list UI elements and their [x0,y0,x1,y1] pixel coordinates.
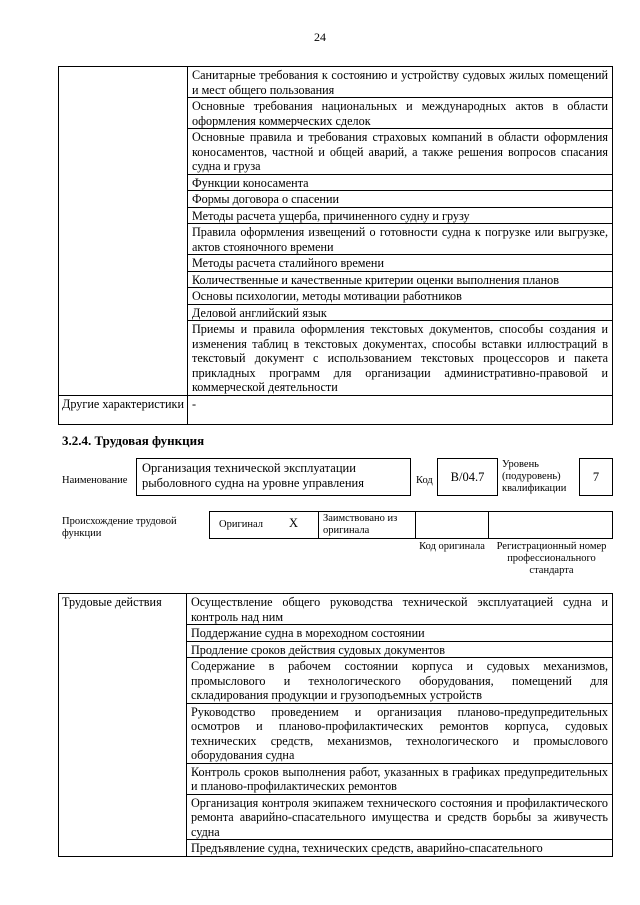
origin-label: Происхождение трудовой функции [62,516,177,539]
list-item: Санитарные требования к состоянию и устройству судовых жилых помещений и мест общего пользования [188,67,612,98]
list-item: Функции коносамента [188,175,612,192]
divider [488,511,489,539]
level-value: 7 [579,458,613,496]
row-label: Трудовые действия [59,594,187,857]
original-mark: X [289,516,299,530]
list-item: Основные правила и требования страховых компаний в области оформления коносаментов, частной и общей аварий, а также решения вопросов спасания судна и груза [188,129,612,175]
list-item: Основные требования национальных и международных актов в области оформления коммерческих сделок [188,98,612,129]
section-heading: 3.2.4. Трудовая функция [62,433,205,448]
code-label: Код [416,475,433,486]
list-item: Осуществление общего руководства технической эксплуатацией судна и контроль над ним [187,594,612,625]
list-item: Руководство проведением и организация планово-предупредительных осмотров и планово-профилактических ремонтов корпуса, судовых технических средств, механизмов, технологического и промыслового оборудования судна [187,704,612,764]
list-item: Продление сроков действия судовых документов [187,642,612,659]
page-number: 24 [314,30,326,44]
level-label: Уровень (подуровень) квалификации [502,459,567,494]
list-item: Контроль сроков выполнения работ, указанных в графиках предупредительных и планово-профилактических ремонтов [187,764,612,795]
list-item: Формы договора о спасении [188,191,612,208]
origin-code-caption: Код оригинала [419,541,485,552]
knowledge-table [58,66,613,425]
actions-table [58,593,613,857]
list-item: Правила оформления извещений о готовности судна к погрузке или выгрузке, актов стояночного времени [188,224,612,255]
table-row [59,395,613,424]
original-label: Оригинал [219,519,263,530]
divider [318,511,319,539]
list-item: Деловой английский язык [188,305,612,322]
list-item: Методы расчета ущерба, причиненного судну и грузу [188,208,612,225]
list-item: Содержание в рабочем состоянии корпуса и судовых механизмов, промыслового и технологического оборудования, помещений для складирования продукции и грузоподъемных устройств [187,658,612,704]
table-row [59,594,613,857]
name-value: Организация технической эксплуатации рыболовного судна на уровне управления [136,458,411,496]
divider [415,511,416,539]
name-label: Наименование [62,475,128,486]
list-item: Предъявление судна, технических средств, аварийно-спасательного [191,841,543,855]
row-label [59,67,188,396]
list-item: Методы расчета сталийного времени [188,255,612,272]
row-content [187,594,613,857]
table-row [59,67,613,396]
row-content [188,67,613,396]
list-item: Основы психологии, методы мотивации работников [188,288,612,305]
list-item: Поддержание судна в мореходном состоянии [187,625,612,642]
code-value: B/04.7 [437,458,498,496]
borrowed-label: Заимствовано из оригинала [323,513,398,536]
list-item: Приемы и правила оформления текстовых документов, способы создания и изменения таблиц в текстовых документах, способы вставки иллюстраций в текстовый документ с использованием текстовых процессоров и пакета прикладных программ для организации административно-правовой и коммерческой деятельности [192,322,608,394]
list-item: - [192,396,197,411]
reg-number-caption: Регистрационный номер профессионального стандарта [496,541,607,576]
list-item: Количественные и качественные критерии оценки выполнения планов [188,272,612,289]
list-item: Организация контроля экипажем технического состояния и профилактического ремонта аварийно-спасательного имущества и средств борьбы за живучесть судна [187,795,612,841]
row-label: Другие характеристики [59,395,188,424]
row-content [188,395,613,424]
